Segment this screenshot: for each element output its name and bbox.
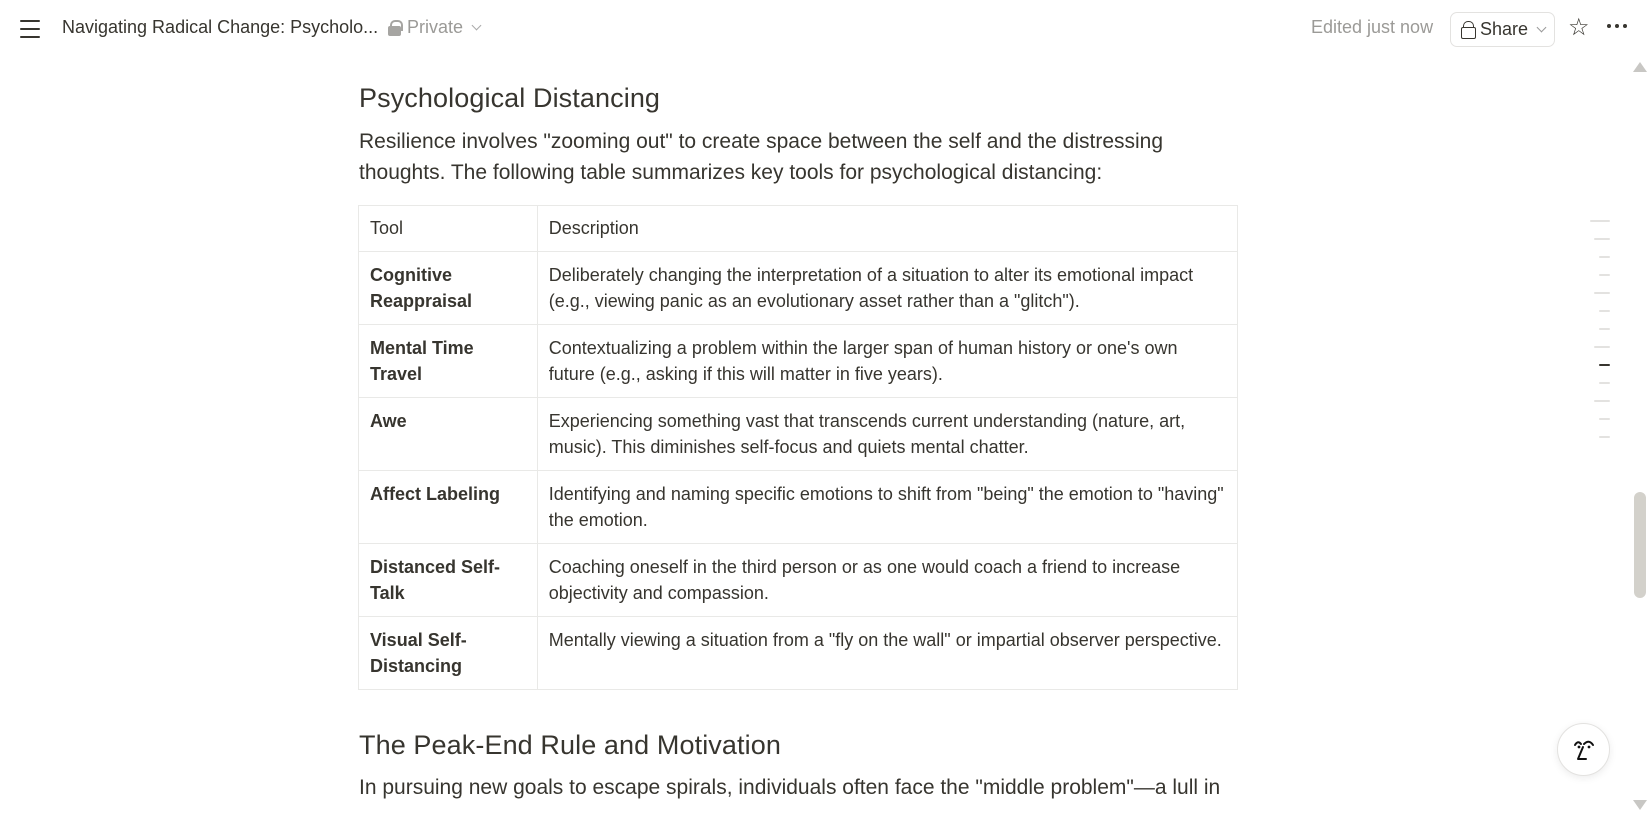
scroll-down-arrow-icon[interactable] (1633, 800, 1647, 810)
table-cell-tool[interactable]: Awe (359, 398, 538, 471)
table-header-cell[interactable]: Description (537, 206, 1237, 252)
table-cell-description[interactable]: Identifying and naming specific emotions to shift from "being" the emotion to "having" the emotion. (537, 471, 1237, 544)
table-row (359, 325, 1238, 398)
table-cell-tool[interactable]: Visual Self-Distancing (359, 617, 538, 690)
table-header-cell[interactable]: Tool (359, 206, 538, 252)
edited-status: Edited just now (1311, 17, 1434, 37)
face-doodle-help-icon (1569, 735, 1599, 765)
table-cell-tool[interactable]: Distanced Self-Talk (359, 544, 538, 617)
lock-outline-icon (1461, 21, 1474, 38)
toc-entry-marker[interactable] (1599, 310, 1610, 312)
privacy-label: Private (407, 17, 464, 37)
top-bar (0, 0, 1650, 58)
paragraph[interactable]: Resilience involves "zooming out" to create space between the self and the distressing thoughts. The following table summarizes key tools for psychological distancing: (359, 130, 1164, 184)
table-cell-description[interactable]: Coaching oneself in the third person or as one would coach a friend to increase objectivity and compassion. (537, 544, 1237, 617)
table-cell-description[interactable]: Deliberately changing the interpretation of a situation to alter its emotional impact (e.g., viewing panic as an evolutionary asset rather than a "glitch"). (537, 252, 1237, 325)
hamburger-menu-icon[interactable] (18, 18, 42, 40)
table-row (359, 252, 1238, 325)
scroll-up-arrow-icon[interactable] (1633, 62, 1647, 72)
help-assistant-button[interactable] (1557, 723, 1610, 776)
paragraph[interactable]: In pursuing new goals to escape spirals, individuals often face the "middle problem"—a lull in (359, 776, 1221, 799)
table-cell-tool[interactable]: Mental Time Travel (359, 325, 538, 398)
toc-entry-marker[interactable] (1599, 418, 1610, 420)
star-icon[interactable]: ☆ (1568, 14, 1590, 41)
chevron-down-icon (1537, 22, 1547, 32)
table-header-row (359, 206, 1238, 252)
toc-entry-marker[interactable] (1599, 436, 1610, 438)
privacy-dropdown[interactable] (388, 17, 480, 38)
table-cell-tool[interactable]: Affect Labeling (359, 471, 538, 544)
more-horizontal-icon[interactable] (1607, 16, 1627, 36)
table-cell-description[interactable]: Mentally viewing a situation from a "fly on the wall" or impartial observer perspective. (537, 617, 1237, 690)
table-row (359, 471, 1238, 544)
distancing-tools-table (358, 205, 1238, 690)
toc-entry-marker[interactable] (1599, 382, 1610, 384)
page-title[interactable]: Navigating Radical Change: Psycholo... (62, 17, 379, 37)
table-row (359, 398, 1238, 471)
toc-entry-marker[interactable] (1599, 256, 1610, 258)
share-label: Share (1480, 19, 1529, 39)
toc-entry-marker[interactable] (1594, 238, 1610, 240)
toc-entry-marker[interactable] (1594, 400, 1610, 402)
toc-entry-marker[interactable] (1590, 220, 1610, 222)
toc-entry-marker[interactable] (1599, 328, 1610, 330)
toc-entry-marker[interactable] (1599, 364, 1610, 366)
toc-entry-marker[interactable] (1599, 274, 1610, 276)
scrollbar-thumb[interactable] (1634, 492, 1646, 598)
table-cell-description[interactable]: Contextualizing a problem within the larger span of human history or one's own future (e.g., asking if this will matter in five years). (537, 325, 1237, 398)
share-button[interactable] (1450, 12, 1555, 47)
toc-entry-marker[interactable] (1594, 292, 1610, 294)
section-heading[interactable]: The Peak-End Rule and Motivation (359, 730, 781, 760)
toc-entry-marker[interactable] (1594, 346, 1610, 348)
table-cell-description[interactable]: Experiencing something vast that transcends current understanding (nature, art, music). This diminishes self-focus and quiets mental chatter. (537, 398, 1237, 471)
lock-icon (388, 20, 401, 36)
chevron-down-icon (472, 20, 482, 30)
section-heading[interactable]: Psychological Distancing (359, 83, 661, 113)
table-cell-tool[interactable]: Cognitive Reappraisal (359, 252, 538, 325)
table-row (359, 617, 1238, 690)
table-row (359, 544, 1238, 617)
